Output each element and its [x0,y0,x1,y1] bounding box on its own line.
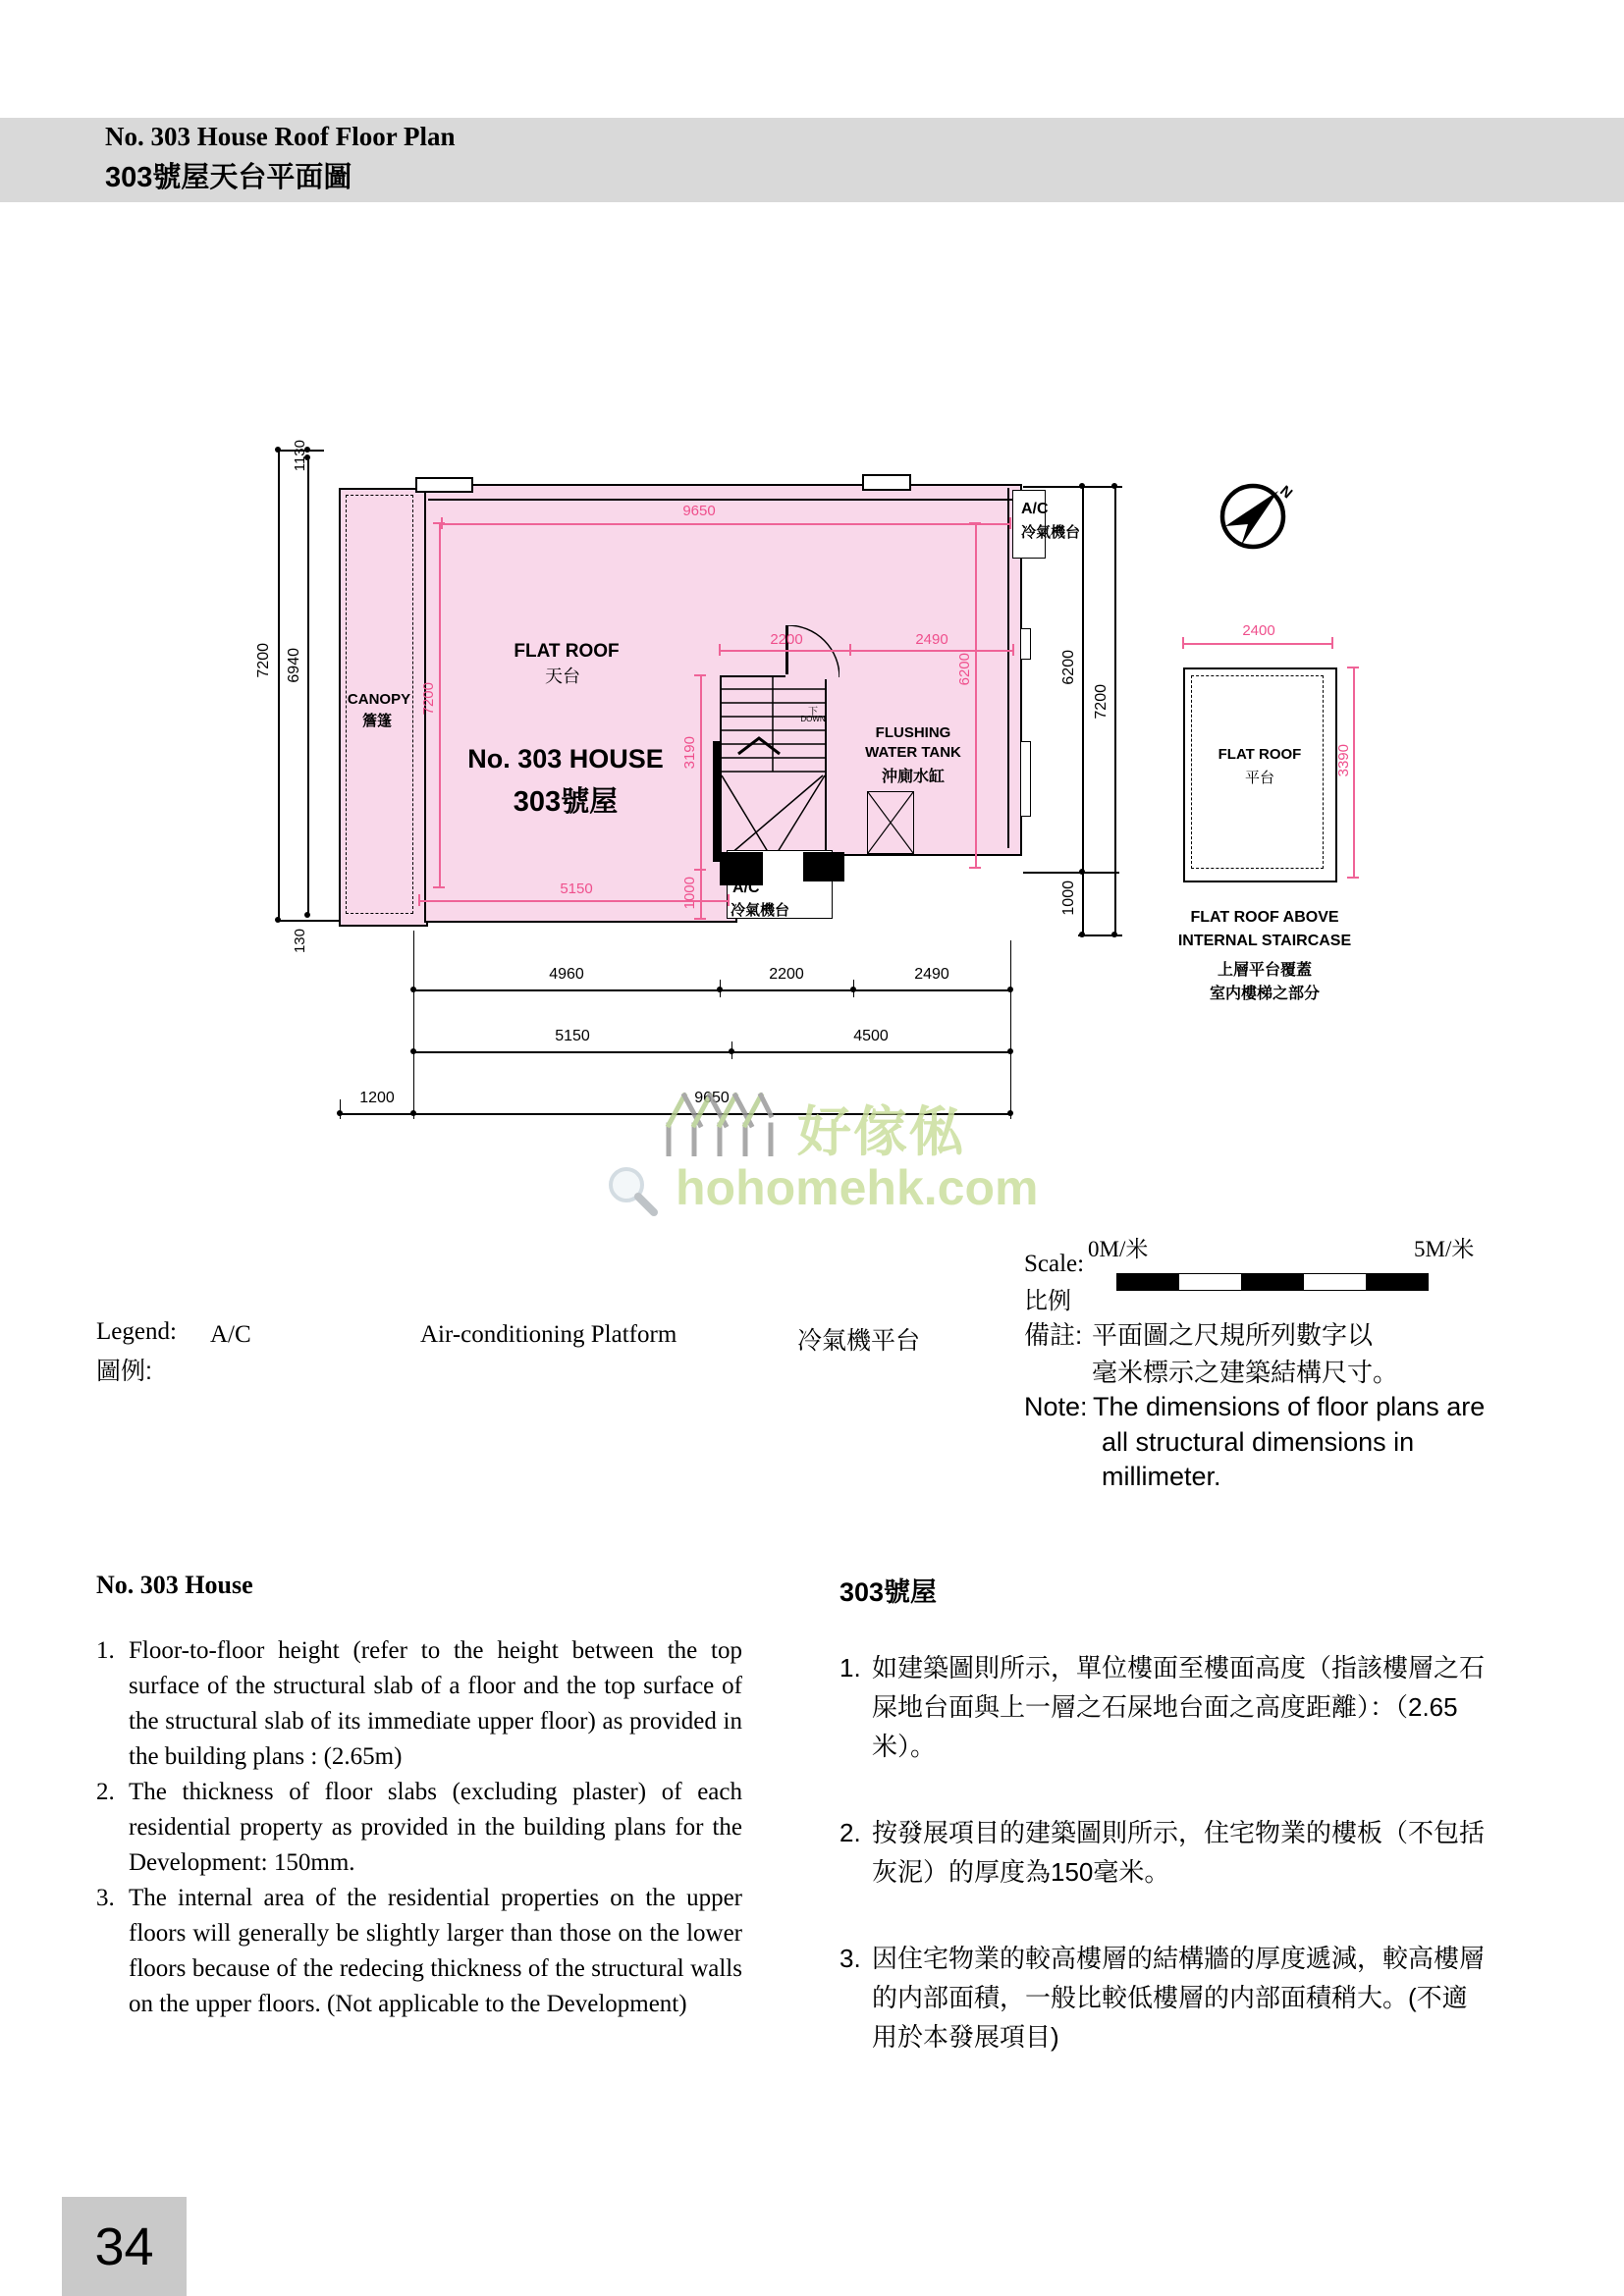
dim-left-130: 130 [292,929,308,954]
stair-thick-wall [713,741,721,862]
scale-seg [1117,1274,1179,1290]
canopy-label-zh: 簷篷 [361,713,393,729]
section-zh-item [839,1939,1489,2056]
dim-left-bottom-connector [278,920,339,922]
ac-bottom-label-en: A/C [732,880,760,896]
scale-seg [1366,1274,1428,1290]
scale-seg [1241,1274,1303,1290]
dim-1200: 1200 [359,1090,395,1106]
pink-dim-6200-line [975,523,977,869]
pink-dim-2200: 2200 [770,631,803,648]
dim-right-6200-line [1082,486,1084,934]
item-number: 1. [96,1637,115,1664]
legend-value-en: Air-conditioning Platform [420,1321,677,1348]
legend-value-zh: 冷氣機平台 [797,1327,921,1355]
pink-dim-2400: 2400 [1242,622,1275,639]
tick [969,522,981,524]
dim-dot [304,912,310,918]
watermark [579,1075,1051,1222]
page-title-zh: 303號屋天台平面圖 [105,162,352,193]
scale-end-label: 5M/米 [1414,1237,1475,1261]
item-text: 按發展項目的建築圖則所示，住宅物業的樓板（不包括灰泥）的厚度為150毫米。 [872,1818,1486,1887]
ac-bottom-label-zh: 冷氣機台 [731,902,790,919]
tick [433,886,445,888]
item-text: Floor-to-floor height (refer to the height between the top surface of the structural slab of a floor and the top surface of the structural slab of its immediate upper floor) as provided in the building plans : (2.65m) [129,1637,742,1770]
item-text: The internal area of the residential properties on the upper floors will generally be slightly larger than those on the lower floors because of the redecing thickness of the structural walls on the upper floors. (Not applicable to the Development) [129,1885,742,2017]
item-text: The thickness of floor slabs (excluding plaster) of each residential property as provided in the building plans for the Development: 150mm. [129,1779,742,1876]
dim-right-7200: 7200 [1093,684,1110,720]
scale-seg [1304,1274,1366,1290]
pink-dim-6200: 6200 [956,653,973,686]
tick [694,674,706,676]
down-label-en: DOWN [800,715,826,723]
scale-bar [1116,1273,1429,1291]
tick [719,644,721,656]
dim-dot [1079,869,1085,875]
house-label-zh: 303號屋 [513,786,619,818]
canopy-label-en: CANOPY [347,691,411,708]
legend-key: A/C [210,1321,251,1348]
roof-logo-icon [664,1088,782,1156]
dim-right-1000: 1000 [1060,881,1077,916]
pink-dim-2400-line [1183,643,1333,645]
top-wall-notch-mid [862,474,911,491]
north-arrow-icon [1216,479,1298,554]
dim-dot [337,1110,343,1116]
note-zh-line2: 毫米標示之建築結構尺寸。 [1092,1358,1399,1387]
pink-dim-3190-line [700,675,702,871]
inner-right-wall-line [1007,488,1009,848]
pink-dim-3390-line [1353,667,1355,879]
dim-left-7200-line [278,450,280,920]
house-label-en: No. 303 HOUSE [467,744,664,774]
pink-dim-7200-line [439,523,441,888]
pink-dim-2490: 2490 [915,631,948,648]
dim-dot [410,987,416,992]
tick [1347,877,1359,879]
tick [1009,517,1011,529]
detail-room-label-zh: 平台 [1244,770,1275,786]
dim-dot [1007,1048,1013,1054]
dim-left-6940-line [307,457,309,915]
legend-label-zh: 圖例: [96,1358,152,1385]
dim-left-6940: 6940 [286,648,302,683]
note-zh-line1: 平面圖之尺規所列數字以 [1092,1320,1374,1350]
tank-label-line2: WATER TANK [865,744,961,761]
item-text: 因住宅物業的較高樓層的結構牆的厚度遞減，較高樓層的内部面積，一般比較低樓層的内部面積稍大。(不適用於本發展項目) [872,1944,1486,2052]
dim-dot [1007,987,1013,992]
watermark-brand: 好傢俬 [797,1101,966,1162]
dim-row2-line [413,1051,1010,1053]
note-en-label: Note: [1024,1392,1088,1421]
down-label-zh: 下 [808,707,818,718]
dim-right-top-connector [1023,486,1122,488]
svg-text:N: N [1276,482,1296,503]
tank-box [867,791,914,854]
tank-cross [868,792,913,853]
dim-2490: 2490 [914,966,949,983]
detail-caption-zh1: 上層平台覆蓋 [1217,962,1313,979]
tank-label-line1: FLUSHING [875,724,951,741]
dim-dot [410,1048,416,1054]
dim-4500: 4500 [853,1028,889,1044]
pink-dim-2200-2490-line [720,650,1013,652]
section-zh-item [839,1648,1489,1766]
note-en-line3: millimeter. [1102,1462,1221,1491]
item-number: 2. [96,1779,115,1805]
item-number: 3. [96,1885,115,1911]
item-text: 如建築圖則所示，單位樓面至樓面高度（指該樓層之石屎地台面與上一層之石屎地台面之高度距離）：（2.65米）。 [872,1653,1486,1761]
note-en-line1: The dimensions of floor plans are [1093,1392,1486,1421]
detail-caption-en2: INTERNAL STAIRCASE [1177,933,1352,949]
dim-5150: 5150 [555,1028,590,1044]
watermark-site: hohomehk.com [676,1160,1039,1215]
tick [1331,637,1333,649]
dim-dot [729,1048,734,1054]
flat-roof-label-en: FLAT ROOF [514,641,620,662]
tick [1347,667,1359,668]
section-en-item [96,1633,742,1775]
detail-room-label-en: FLAT ROOF [1218,746,1302,763]
scale-seg [1179,1274,1241,1290]
stair-wall-block-right [803,852,844,881]
section-en-heading: No. 303 House [96,1571,253,1599]
pink-dim-3190: 3190 [681,736,698,770]
note-zh-label: 備註: [1024,1320,1083,1350]
dim-2200: 2200 [769,966,804,983]
pink-dim-1000-line [700,871,702,920]
dim-left-7200: 7200 [255,643,272,678]
section-zh-item [839,1813,1489,1892]
ac-top-label-en: A/C [1021,501,1049,517]
section-zh [839,1571,1489,2056]
section-en-item [96,1881,742,2022]
pink-dim-5150: 5150 [560,881,593,897]
ext-line [413,931,414,1119]
dim-dot [275,447,281,453]
tick [969,867,981,869]
section-en-item [96,1775,742,1881]
tank-label-zh: 沖廁水缸 [881,769,946,785]
dim-dot [410,1110,416,1116]
scale-label-en: Scale: [1024,1251,1085,1277]
dim-dot [1079,483,1085,489]
pink-dim-7200: 7200 [420,682,437,716]
dim-dot [717,987,723,992]
item-number: 1. [839,1653,861,1682]
dim-dot [1079,932,1085,937]
item-number: 2. [839,1818,861,1847]
tick [418,894,420,906]
dim-row1-line [413,989,1010,991]
page-number-box [62,2197,187,2296]
tick [694,918,706,920]
ext-line [340,1099,341,1119]
tick [1182,637,1184,649]
pink-dim-9650-line [442,523,1011,525]
dim-dot [275,917,281,923]
pink-dim-1000: 1000 [681,877,698,910]
item-number: 3. [839,1944,861,1973]
scale-start-label: 0M/米 [1088,1237,1149,1261]
pink-dim-3390: 3390 [1335,744,1352,777]
detail-caption-zh2: 室内樓梯之部分 [1209,986,1321,1002]
dim-4960: 4960 [549,966,584,983]
magnifier-icon [601,1161,662,1222]
dim-9650: 9650 [694,1090,730,1106]
tick [1012,644,1014,656]
dim-right-mid-connector [1023,872,1119,874]
note-en-line2: all structural dimensions in [1102,1427,1415,1457]
legend-label-en: Legend: [96,1318,177,1345]
dim-right-6200: 6200 [1060,650,1077,685]
detail-caption-en1: FLAT ROOF ABOVE [1190,909,1339,926]
right-wall-ledge-2 [1020,741,1031,817]
scale-label-zh: 比例 [1024,1289,1071,1314]
section-zh-heading: 303號屋 [839,1577,938,1607]
inner-top-wall-line [428,499,1014,501]
dim-right-7200-line [1114,486,1116,934]
tick [728,894,730,906]
dim-dot [850,987,856,992]
section-en [96,1571,742,2022]
flat-roof-label-zh: 天台 [545,667,580,686]
pink-dim-9650: 9650 [682,503,716,519]
ac-top-label-zh: 冷氣機台 [1021,524,1081,541]
right-wall-ledge-1 [1020,628,1031,660]
tick [433,522,445,524]
dim-left-1130: 1130 [292,440,308,472]
tick [849,644,851,656]
dim-dot [1111,483,1117,489]
dim-dot [1111,932,1117,937]
page-number: 34 [94,2216,154,2276]
top-wall-notch-left [415,477,473,493]
page-title-en: No. 303 House Roof Floor Plan [105,122,456,151]
